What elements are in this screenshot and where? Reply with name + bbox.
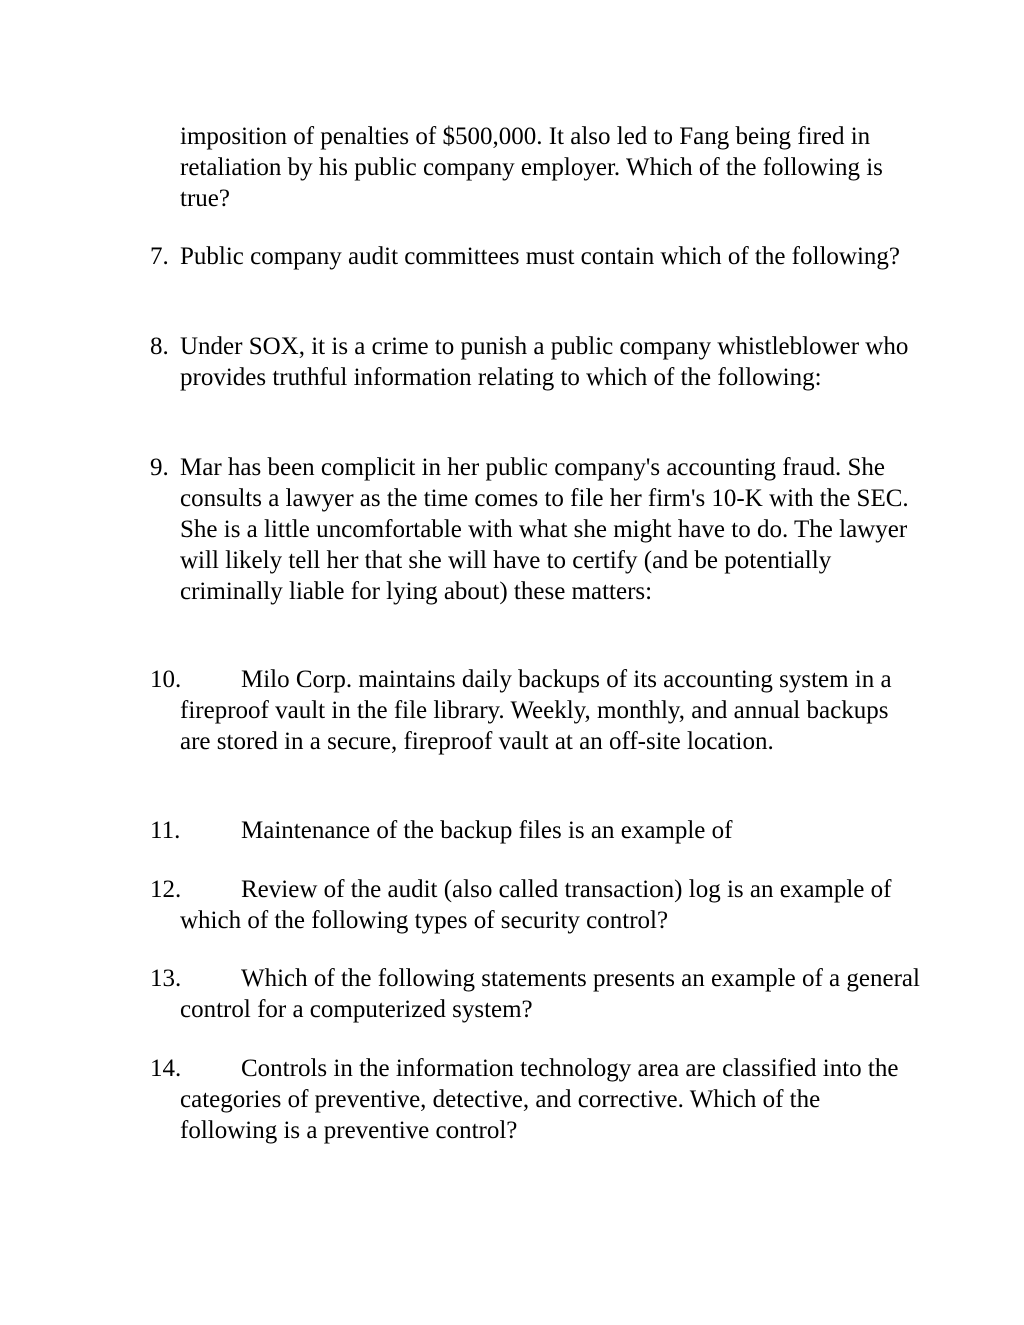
- question-number: 7.: [150, 243, 169, 270]
- question-11: [150, 815, 920, 846]
- question-text: Maintenance of the backup files is an example of: [241, 817, 733, 844]
- question-14: [150, 1053, 920, 1146]
- question-9: [150, 452, 920, 607]
- question-number: 14.: [150, 1055, 182, 1082]
- question-number: 9.: [150, 454, 169, 481]
- question-number: 10.: [150, 666, 182, 693]
- question-text: Which of the following statements presents an example of a general control for a computerized system?: [180, 965, 920, 1023]
- question-number: 8.: [150, 333, 169, 360]
- question-text: Controls in the information technology area are classified into the categories of preventive, detective, and corrective. Which of the following is a preventive control?: [180, 1055, 899, 1144]
- question-number: 13.: [150, 965, 182, 992]
- question-7: [150, 241, 920, 272]
- question-number: 12.: [150, 876, 182, 903]
- question-12: [150, 874, 920, 936]
- question-text: Under SOX, it is a crime to punish a public company whistleblower who provides truthful information relating to which of the following:: [180, 333, 909, 391]
- question-text: Milo Corp. maintains daily backups of its accounting system in a fireproof vault in the file library. Weekly, monthly, and annual backups are stored in a secure, fireproof vault at an off-site location.: [180, 666, 892, 755]
- question-number: 11.: [150, 817, 181, 844]
- continuation-paragraph: imposition of penalties of $500,000. It also led to Fang being fired in retaliation by his public company employer. Which of the following is true?: [180, 123, 883, 212]
- question-text: Public company audit committees must contain which of the following?: [180, 243, 900, 270]
- question-10: [150, 664, 920, 757]
- question-text: Mar has been complicit in her public company's accounting fraud. She consults a lawyer as the time comes to file her firm's 10-K with the SEC. She is a little uncomfortable with what she might have to do. The lawyer will likely tell her that she will have to certify (and be potentially criminally liable for lying about) these matters:: [180, 454, 909, 605]
- question-8: [150, 331, 920, 393]
- question-text: Review of the audit (also called transaction) log is an example of which of the following types of security control?: [180, 876, 892, 934]
- question-13: [150, 963, 920, 1025]
